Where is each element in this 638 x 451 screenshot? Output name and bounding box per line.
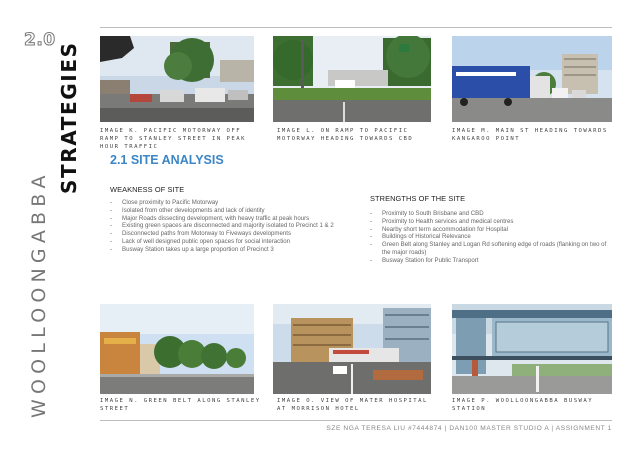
photo-image-n — [100, 304, 254, 394]
version-label: 2.0 — [24, 30, 56, 50]
vertical-title: WOOLLOONGABBA — [28, 170, 50, 418]
caption-image-m: IMAGE M. MAIN ST HEADING TOWARDS KANGAROO POINT — [452, 128, 608, 142]
top-divider — [100, 27, 612, 28]
footer-credit: SZE NGA TERESA LIU #7444874 | DAN100 MASTER STUDIO A | ASSIGNMENT 1 — [326, 425, 612, 432]
strengths-heading: STRENGTHS OF THE SITE — [370, 194, 466, 203]
vertical-subtitle: STRATEGIES — [57, 41, 81, 194]
list-item: - Existing green spaces are disconnected and majority isolated to Precinct 1 & 2 — [110, 222, 360, 230]
list-item: - Green Belt along Stanley and Logan Rd softening edge of roads (flanking on two of the major roads) — [370, 241, 614, 257]
caption-image-o: IMAGE O. VIEW OF MATER HOSPITAL AT MORRISON HOTEL — [277, 398, 428, 412]
list-item: - Isolated from other developments and lack of identity — [110, 207, 360, 215]
photo-image-k — [100, 36, 254, 122]
photo-image-p — [452, 304, 612, 394]
caption-image-k: IMAGE K. PACIFIC MOTORWAY OFF RAMP TO STANLEY STREET IN PEAK HOUR TRAFFIC — [100, 128, 247, 150]
list-item: - Nearby short term accommodation for Hospital — [370, 226, 614, 234]
list-item: - Busway Station takes up a large proportion of Precinct 3 — [110, 246, 360, 254]
caption-image-p: IMAGE P. WOOLLOONGABBA BUSWAY STATION — [452, 398, 594, 412]
photo-image-o — [273, 304, 431, 394]
caption-image-n: IMAGE N. GREEN BELT ALONG STANLEY STREET — [100, 398, 261, 412]
list-item: - Lack of well designed public open spaces for social interaction — [110, 238, 360, 246]
list-item: - Close proximity to Pacific Motorway — [110, 199, 360, 207]
bottom-divider — [100, 420, 612, 421]
weakness-list — [110, 199, 360, 254]
list-item: - Buildings of Historical Relevance — [370, 233, 614, 241]
list-item: - Busway Station for Public Transport — [370, 257, 614, 265]
list-item: - Proximity to South Brisbane and CBD — [370, 210, 614, 218]
list-item: - Disconnected paths from Motorway to Fiveways developments — [110, 230, 360, 238]
list-item: - Proximity to Health services and medical centres — [370, 218, 614, 226]
photo-image-l — [273, 36, 431, 122]
section-title: 2.1 SITE ANALYSIS — [110, 153, 224, 167]
list-item: - Major Roads dissecting development, with heavy traffic at peak hours — [110, 215, 360, 223]
photo-image-m — [452, 36, 612, 122]
weakness-heading: WEAKNESS OF SITE — [110, 185, 185, 194]
caption-image-l: IMAGE L. ON RAMP TO PACIFIC MOTORWAY HEADING TOWARDS CBD — [277, 128, 414, 142]
strengths-list — [370, 210, 614, 265]
